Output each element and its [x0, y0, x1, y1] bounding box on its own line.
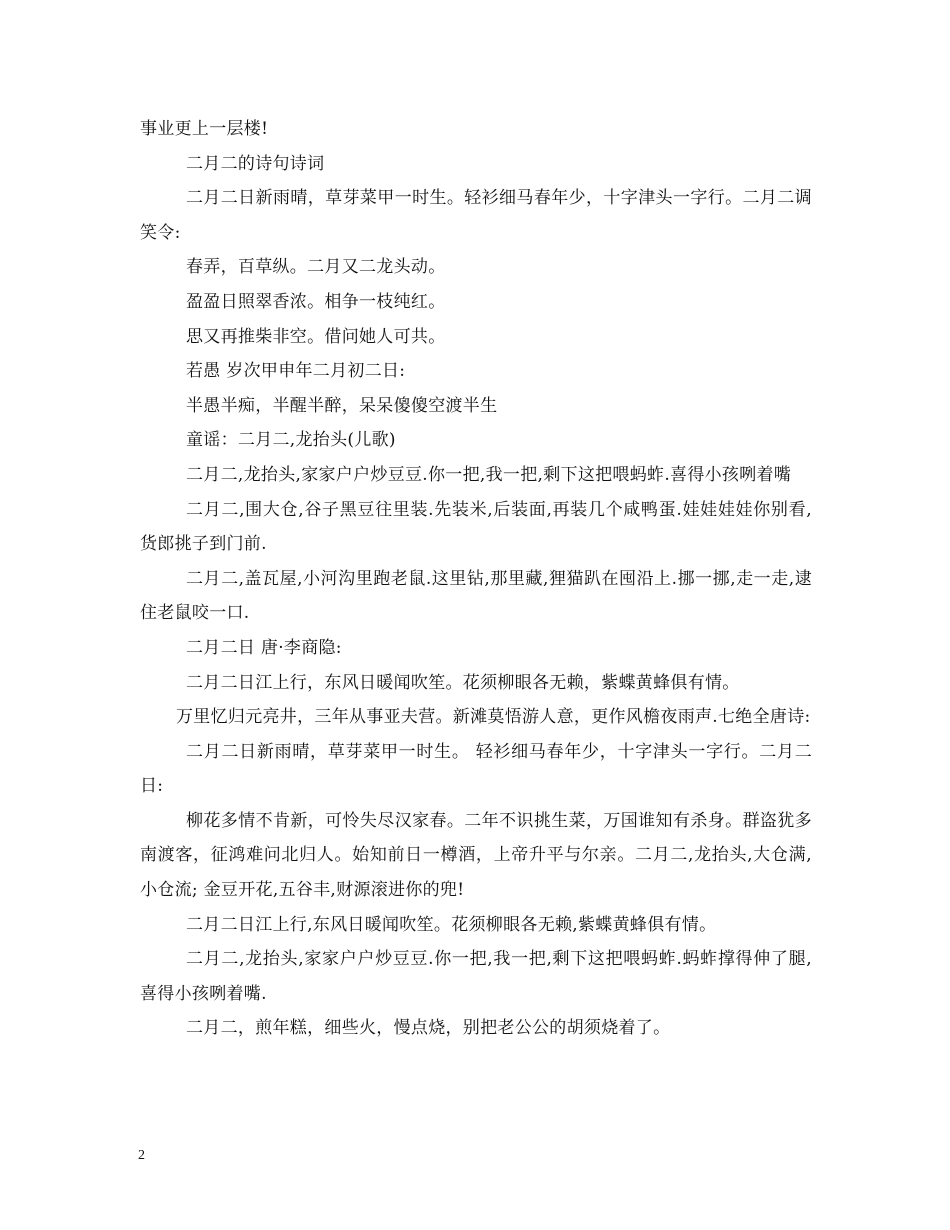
paragraph: 二月二日江上行,东风日暖闻吹笙。花须柳眼各无赖,紫蝶黄蜂俱有情。	[186, 914, 717, 935]
paragraph: 二月二，煎年糕，细些火，慢点烧，别把老公公的胡须烧着了。	[186, 1018, 671, 1039]
page-number: 2	[138, 1148, 145, 1163]
poem-line: 思又再推柴非空。借问她人可共。	[186, 326, 446, 347]
paragraph: 二月二,龙抬头,家家户户炒豆豆.你一把,我一把,剩下这把喂蚂蚱.喜得小孩咧着嘴	[186, 464, 792, 485]
poem-line: 半愚半痴，半醒半醉，呆呆傻傻空渡半生	[186, 395, 498, 416]
paragraph: 万里忆归元亮井，三年从事亚夫营。新滩莫悟游人意，更作风檐夜雨声.七绝全唐诗:	[176, 707, 811, 728]
poem-line: 盈盈日照翠香浓。相争一枝纯红。	[186, 291, 446, 312]
paragraph: 二月二,围大仓,谷子黑豆往里装.先装米,后装面,再装几个咸鸭蛋.娃娃娃娃你别看,货郎挑子到门前.	[140, 499, 812, 555]
paragraph: 二月二,龙抬头,家家户户炒豆豆.你一把,我一把,剩下这把喂蚂蚱.蚂蚱撑得伸了腿,喜得小孩咧着嘴.	[140, 949, 812, 1004]
paragraph: 二月二日新雨晴，草芽菜甲一时生。轻衫细马春年少，十字津头一字行。二月二调笑令:	[140, 188, 812, 243]
poem-line: 二月二日江上行，东风日暖闻吹笙。花须柳眼各无赖，紫蝶黄蜂俱有情。	[186, 672, 740, 693]
section-heading: 二月二的诗句诗词	[186, 153, 325, 174]
poem-heading: 若愚 岁次甲申年二月初二日:	[186, 361, 406, 382]
poem-line: 春弄，百草纵。二月又二龙头动。	[186, 257, 446, 278]
poem-heading: 童谣：二月二,龙抬头(儿歌)	[186, 430, 396, 451]
paragraph: 柳花多情不肯新，可怜失尽汉家春。二年不识挑生菜，万国谁知有杀身。群盗犹多南渡客，征鸿难问北归人。始知前日一樽酒，上帝升平与尔亲。二月二,龙抬头,大仓满,小仓流; 金豆开花,五谷丰,财源滚进你的兜!	[140, 810, 812, 901]
paragraph: 二月二,盖瓦屋,小河沟里跑老鼠.这里钻,那里藏,狸猫趴在囤沿上.挪一挪,走一走,逮住老鼠咬一口.	[140, 568, 812, 624]
paragraph: 二月二日新雨晴，草芽菜甲一时生。 轻衫细马春年少，十字津头一字行。二月二日:	[140, 741, 812, 797]
paragraph: 事业更上一层楼!	[140, 119, 269, 139]
poem-heading: 二月二日 唐·李商隐:	[186, 637, 342, 658]
body-text	[140, 112, 812, 1046]
